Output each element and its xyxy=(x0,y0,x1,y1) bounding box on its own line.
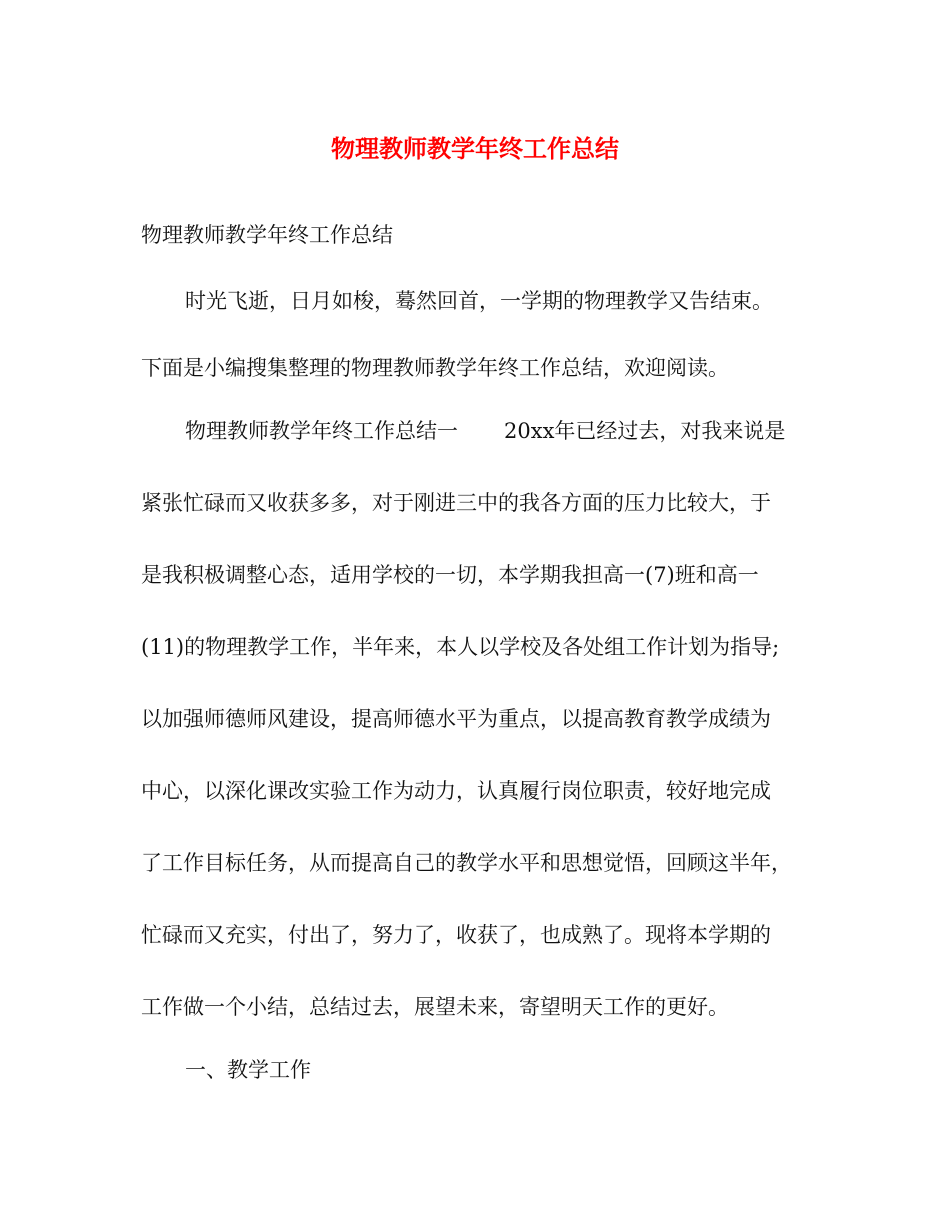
heading-teaching-work: 一、教学工作 xyxy=(185,1058,311,1082)
document-subtitle: 物理教师教学年终工作总结 xyxy=(141,223,393,247)
intro-line-1: 时光飞逝，日月如梭，蓦然回首，一学期的物理教学又告结束。 xyxy=(185,289,773,313)
section-one-line-1: 20xx年已经过去，对我来说是 xyxy=(504,419,786,443)
document-title: 物理教师教学年终工作总结 xyxy=(331,134,619,163)
section-one-line-9: 工作做一个小结，总结过去，展望未来，寄望明天工作的更好。 xyxy=(141,995,729,1019)
section-one-line-8: 忙碌而又充实，付出了，努力了，收获了，也成熟了。现将本学期的 xyxy=(141,923,771,947)
section-one-first-line xyxy=(185,416,785,446)
section-one-line-6: 中心，以深化课改实验工作为动力，认真履行岗位职责，较好地完成 xyxy=(141,779,771,803)
section-one-line-7: 了工作目标任务，从而提高自己的教学水平和思想觉悟，回顾这半年， xyxy=(141,851,792,875)
intro-line-2: 下面是小编搜集整理的物理教师教学年终工作总结，欢迎阅读。 xyxy=(141,356,729,380)
section-one-line-3: 是我积极调整心态，适用学校的一切，本学期我担高一(7)班和高一 xyxy=(141,563,759,587)
section-one-label: 物理教师教学年终工作总结一 xyxy=(185,419,458,443)
section-one-line-5: 以加强师德师风建设，提高师德水平为重点，以提高教育教学成绩为 xyxy=(141,707,771,731)
section-one-line-4: (11)的物理教学工作，半年来，本人以学校及各处组工作计划为指导; xyxy=(141,635,780,659)
section-one-line-2: 紧张忙碌而又收获多多，对于刚进三中的我各方面的压力比较大，于 xyxy=(141,491,771,515)
